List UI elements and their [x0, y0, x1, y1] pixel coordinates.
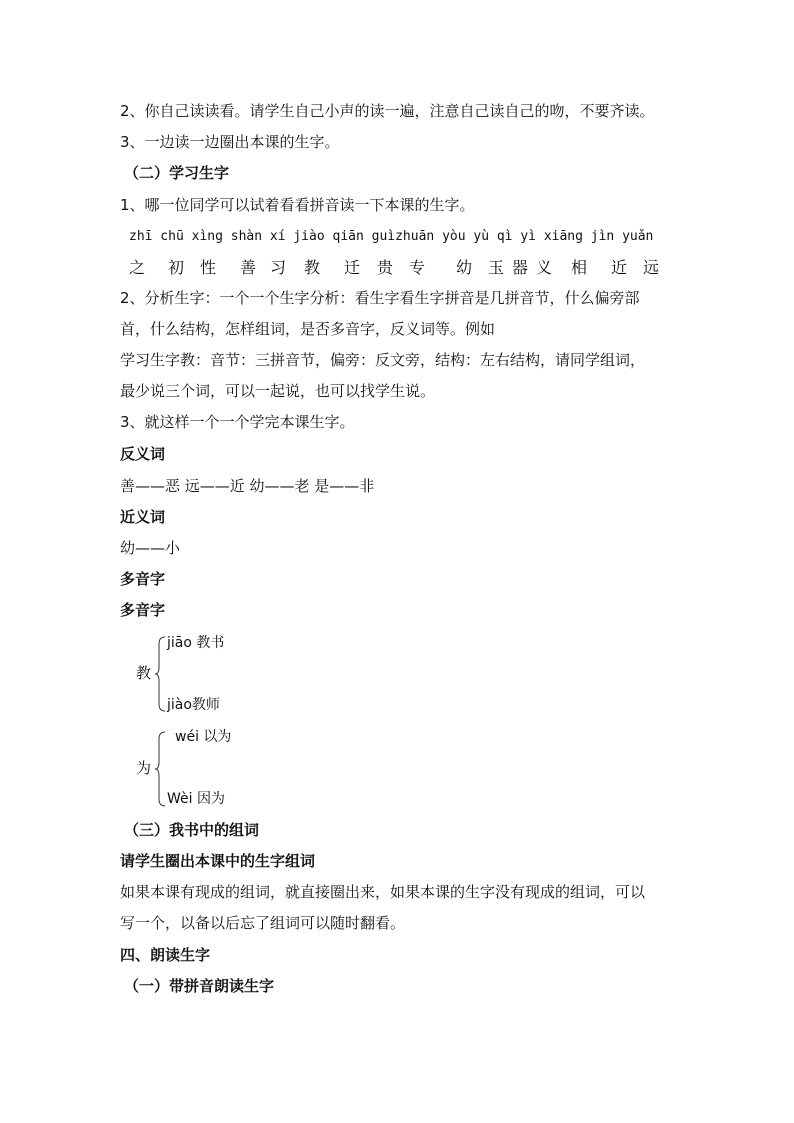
read-yourself-line: 2、你自己读读看。请学生自己小声的读一遍，注意自己读自己的吻，不要齐读。 [120, 102, 655, 120]
example-line-2: 最少说三个词，可以一起说，也可以找学生说。 [120, 382, 436, 400]
char-item: 习 [270, 258, 287, 277]
antonyms-heading: 反义词 [120, 445, 166, 463]
example-line-1: 学习生字教：音节：三拼音节，偏旁：反文旁，结构：左右结构，请同学组词， [120, 351, 646, 369]
char-item: 义 [536, 258, 553, 277]
char-item: 初 [168, 258, 185, 277]
char-item: 幼 [456, 258, 473, 277]
circle-words-heading: 请学生圈出本课中的生字组词 [120, 852, 316, 870]
char-item: 远 [643, 258, 660, 277]
polyphone-char: 为 [136, 759, 152, 777]
read-with-pinyin-heading: （一）带拼音朗读生字 [124, 977, 275, 995]
polyphone-char: 教 [136, 664, 152, 682]
char-item: 贵 [377, 258, 394, 277]
char-item: 玉 [488, 258, 505, 277]
polyphone-reading: wéi 以为 [175, 729, 232, 745]
polyphone-reading: jiào教师 [167, 697, 220, 713]
char-item: 善 [240, 258, 257, 277]
section-read-heading: 四、朗读生字 [120, 946, 211, 964]
section-book-words-heading: （三）我书中的组词 [124, 821, 260, 839]
synonyms-list: 幼——小 [120, 539, 181, 557]
antonyms-list: 善——恶 远——近 幼——老 是——非 [120, 477, 375, 495]
words-instruction-line-1: 如果本课有现成的组词，就直接圈出来，如果本课的生字没有现成的组词，可以 [120, 883, 646, 901]
char-item: 近 [611, 258, 628, 277]
pinyin-row: zhī chū xìng shàn xí jiào qiān guìzhuān yòu yù qì yì xiāng jìn yuǎn [129, 229, 654, 244]
polyphone-heading: 多音字 [120, 570, 166, 588]
section-learn-characters-heading: （二）学习生字 [124, 164, 230, 182]
polyphone-reading: Wèi 因为 [167, 791, 225, 807]
pinyin-reading-line: 1、哪一位同学可以试着看看拼音读一下本课的生字。 [120, 196, 475, 214]
synonyms-heading: 近义词 [120, 508, 166, 526]
char-item: 教 [304, 258, 321, 277]
polyphone-heading-repeat: 多音字 [120, 601, 166, 619]
char-item: 相 [571, 258, 588, 277]
analysis-line-2: 首，什么结构，怎样组词，是否多音字，反义词等。例如 [120, 320, 496, 338]
words-instruction-line-2: 写一个，以备以后忘了组词可以随时翻看。 [120, 914, 406, 932]
brace-icon [154, 731, 166, 807]
polyphone-reading: jiāo 教书 [167, 635, 225, 651]
finish-line: 3、就这样一个一个学完本课生字。 [120, 413, 355, 431]
brace-icon [154, 636, 166, 712]
char-item: 器 [512, 258, 529, 277]
char-item: 迁 [344, 258, 361, 277]
char-item: 之 [129, 258, 146, 277]
analysis-line-1: 2、分析生字：一个一个生字分析：看生字看生字拼音是几拼音节，什么偏旁部 [120, 289, 640, 307]
circle-characters-line: 3、一边读一边圈出本课的生字。 [120, 133, 340, 151]
char-item: 专 [409, 258, 426, 277]
char-item: 性 [200, 258, 217, 277]
